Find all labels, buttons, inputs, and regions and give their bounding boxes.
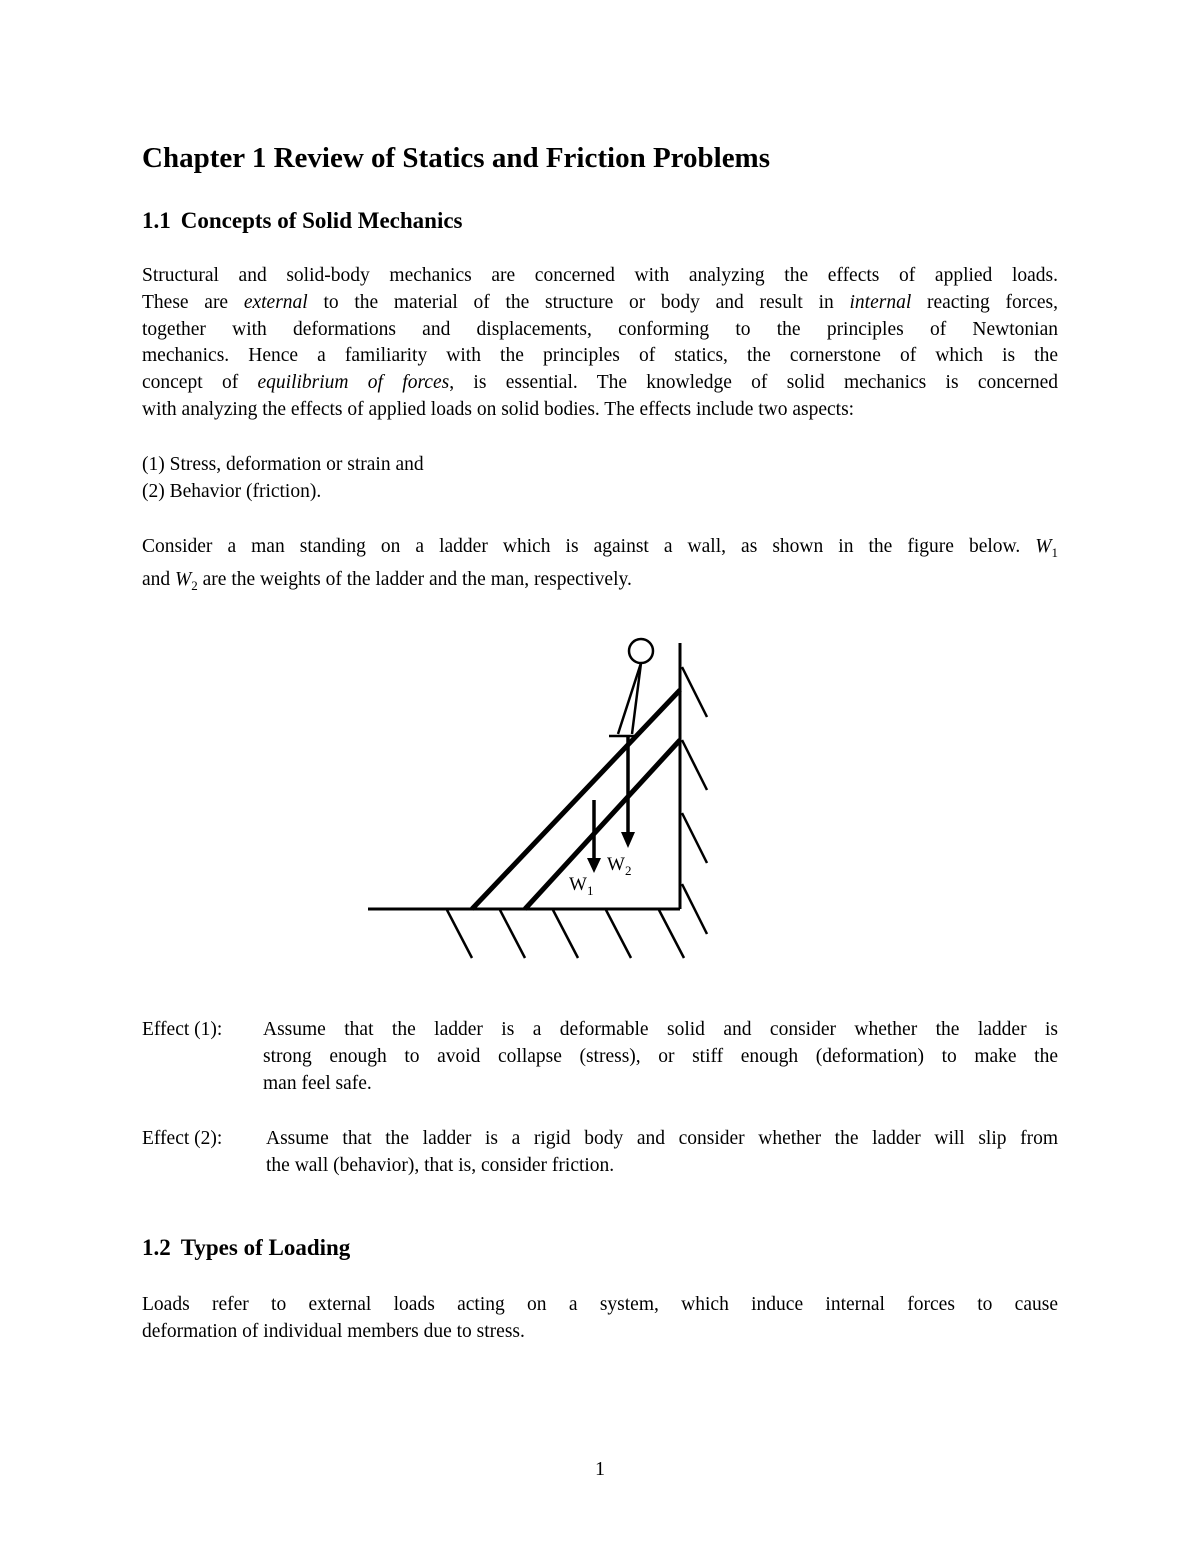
label-w2: $W_2$ — [607, 854, 632, 878]
text-line: mechanics. Hence a familiarity with the principles of statics, the cornerstone of which is the — [142, 345, 1058, 367]
text-run: and — [142, 568, 176, 590]
emphasis-equilibrium: equilibrium of forces — [257, 372, 450, 394]
chapter-title: Chapter 1 Review of Statics and Friction Problems — [142, 142, 771, 174]
section-title: Types of Loading — [180, 1235, 351, 1260]
section-number: 1.2 — [142, 1235, 171, 1260]
effect-2 — [142, 1126, 1058, 1180]
symbol-w2: W — [175, 568, 192, 590]
text-run: , is essential. The knowledge of solid mechanics is concerned — [449, 372, 1058, 394]
effect-1-label: Effect (1): — [142, 1019, 223, 1040]
symbol-w2-sub: 2 — [191, 577, 198, 593]
arrow-w2-head — [621, 832, 635, 848]
arrow-w1-head — [587, 858, 601, 873]
text-run: Consider a man standing on a ladder which is against a wall, as shown in the figure below. — [142, 536, 1036, 557]
list-item: (2) Behavior (friction). — [142, 480, 322, 502]
section-1-2-heading — [142, 1235, 350, 1261]
text-line: strong enough to avoid collapse (stress), or stiff enough (deformation) to make the — [263, 1045, 1058, 1067]
text-run: to the material of the structure or body and result in — [307, 291, 850, 313]
symbol-w1: W — [1035, 536, 1052, 557]
effect-2-body — [266, 1126, 1058, 1180]
text-line: Assume that the ladder is a deformable solid and consider whether the ladder is — [263, 1019, 1058, 1040]
text-run: concept of — [142, 372, 258, 394]
text-line: deformation of individual members due to stress. — [142, 1320, 525, 1342]
floor-hatch — [447, 910, 684, 958]
section-title: Concepts of Solid Mechanics — [180, 208, 463, 233]
emphasis-external: external — [243, 291, 308, 313]
text-line: Loads refer to external loads acting on a system, which induce internal forces to cause — [142, 1294, 1058, 1315]
text-run: These are — [142, 291, 244, 313]
text-line: with analyzing the effects of applied loads on solid bodies. The effects include two aspects: — [142, 398, 855, 420]
effect-1 — [142, 1017, 1058, 1097]
text-run: are the weights of the ladder and the man, respectively. — [197, 568, 632, 590]
effect-2-label: Effect (2): — [142, 1128, 223, 1149]
text-line: the wall (behavior), that is, consider friction. — [266, 1154, 615, 1176]
page-number: 1 — [595, 1458, 605, 1480]
text-line: together with deformations and displacements, conforming to the principles of Newtonian — [142, 318, 1058, 340]
symbol-w1-sub: 1 — [1051, 544, 1058, 560]
wall-hatch — [682, 667, 707, 934]
man-head — [629, 639, 653, 663]
emphasis-internal: internal — [849, 291, 912, 313]
label-w1: $W_1$ — [569, 874, 594, 898]
loading-paragraph — [142, 1292, 1058, 1346]
section-number: 1.1 — [142, 208, 171, 233]
man-figure — [609, 639, 653, 736]
effect-1-body — [263, 1017, 1058, 1097]
text-line: Structural and solid-body mechanics are concerned with analyzing the effects of applied loads. — [142, 265, 1058, 286]
text-line: man feel safe. — [263, 1072, 372, 1094]
text-line: Assume that the ladder is a rigid body and consider whether the ladder will slip from — [266, 1128, 1058, 1149]
ladder-rail-bottom — [525, 740, 680, 909]
list-item: (1) Stress, deformation or strain and — [142, 454, 424, 475]
text-run: reacting forces, — [911, 291, 1058, 313]
